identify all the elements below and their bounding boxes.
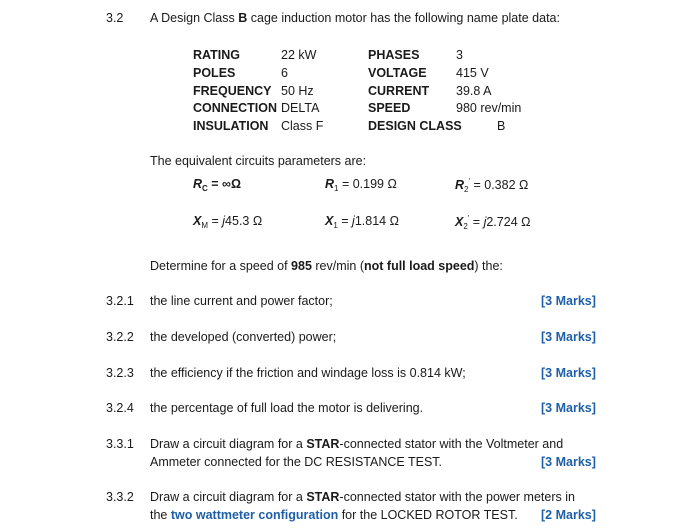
param-r1: [325, 177, 397, 193]
question-3-3-2-line1: [150, 490, 575, 504]
subq-text: the line current and power factor;: [150, 294, 333, 308]
question-3-2-intro: [150, 11, 560, 25]
q332-two-wattmeter: two wattmeter configuration: [170, 508, 339, 522]
param-rc-value: = ∞Ω: [207, 177, 241, 191]
nameplate-label-connection: CONNECTION: [193, 101, 278, 115]
param-x1-j: j: [352, 214, 355, 228]
nameplate-value-phases: 3: [456, 48, 463, 62]
nameplate-label-insulation: INSULATION: [193, 119, 269, 133]
subq-text: the efficiency if the friction and windage loss is 0.814 kW;: [150, 366, 466, 380]
param-xm-eq: =: [208, 214, 223, 228]
param-x2: [455, 214, 530, 231]
param-x2-j: j: [483, 215, 487, 229]
param-x1-eq: =: [337, 214, 353, 228]
determine-not-full-load: not full load speed: [364, 259, 475, 273]
intro-design-class: B: [238, 11, 248, 25]
q332-text-a: Draw a circuit diagram for a: [150, 490, 307, 504]
question-number-3-3-1: 3.3.1: [106, 437, 134, 451]
param-r1-subscript: 1: [334, 184, 339, 193]
determine-d: ) the:: [474, 259, 503, 273]
nameplate-value-voltage: 415 V: [456, 66, 489, 80]
nameplate-value-design-class: B: [497, 119, 506, 133]
nameplate-value-poles: 6: [281, 66, 288, 80]
param-x2-eq: =: [469, 215, 484, 229]
intro-text-a: A Design Class: [150, 11, 239, 25]
q332-line2-a: the: [150, 508, 171, 522]
question-3-3-1-line2: Ammeter connected for the DC RESISTANCE TEST.: [150, 455, 442, 469]
param-x2-symbol: X: [455, 215, 464, 229]
nameplate-label-current: CURRENT: [368, 84, 430, 98]
subq-marks: [3 Marks]: [541, 401, 596, 415]
param-xm-value: 45.3 Ω: [225, 214, 263, 228]
nameplate-label-voltage: VOLTAGE: [368, 66, 427, 80]
param-x2-subscript: 2: [463, 222, 468, 231]
determine-a: Determine for a speed of: [150, 259, 292, 273]
q331-text-a: Draw a circuit diagram for a: [150, 437, 307, 451]
param-x1-value: 1.814 Ω: [354, 214, 399, 228]
q332-line2-b: for the LOCKED ROTOR TEST.: [338, 508, 518, 522]
subq-marks: [3 Marks]: [541, 294, 596, 308]
q331-text-b: -connected stator with the Voltmeter and: [339, 437, 564, 451]
q332-star: STAR: [306, 490, 340, 504]
determine-b: rev/min (: [311, 259, 364, 273]
param-rc-symbol: R: [193, 177, 203, 191]
determine-speed: 985: [291, 259, 312, 273]
nameplate-value-rating: 22 kW: [281, 48, 317, 62]
subq-text: the percentage of full load the motor is delivering.: [150, 401, 424, 415]
param-xm: [193, 214, 262, 230]
param-x1: [325, 214, 399, 230]
nameplate-label-frequency: FREQUENCY: [193, 84, 272, 98]
subq-number: 3.2.3: [106, 366, 134, 380]
question-number-3-3-2: 3.3.2: [106, 490, 134, 504]
q331-marks: [3 Marks]: [541, 455, 596, 469]
param-x1-symbol: X: [325, 214, 334, 228]
param-x1-subscript: 1: [333, 221, 338, 230]
nameplate-label-poles: POLES: [193, 66, 236, 80]
question-3-3-1-line1: [150, 437, 563, 451]
subq-number: 3.2.4: [106, 401, 134, 415]
question-3-3-2-line2: [150, 508, 518, 522]
param-r1-symbol: R: [325, 177, 335, 191]
param-rc-subscript: C: [202, 184, 208, 193]
nameplate-value-frequency: 50 Hz: [281, 84, 314, 98]
subq-marks: [3 Marks]: [541, 330, 596, 344]
param-r2-value: = 0.382 Ω: [470, 178, 529, 192]
subq-marks: [3 Marks]: [541, 366, 596, 380]
subq-text: the developed (converted) power;: [150, 330, 337, 344]
nameplate-label-speed: SPEED: [368, 101, 411, 115]
param-r2-prime: ': [468, 177, 471, 186]
q332-text-b: -connected stator with the power meters in: [339, 490, 575, 504]
circuit-intro: The equivalent circuits parameters are:: [150, 154, 367, 168]
nameplate-value-speed: 980 rev/min: [456, 101, 522, 115]
question-number-3-2: 3.2: [106, 11, 124, 25]
nameplate-value-current: 39.8 A: [456, 84, 492, 98]
param-x2-value: 2.724 Ω: [486, 215, 531, 229]
param-xm-j: j: [222, 214, 226, 228]
param-r2-symbol: R: [455, 178, 465, 192]
param-x2-prime: ': [467, 214, 470, 223]
param-r1-value: = 0.199 Ω: [338, 177, 397, 191]
nameplate-value-insulation: Class F: [281, 119, 324, 133]
nameplate-label-rating: RATING: [193, 48, 240, 62]
subq-number: 3.2.1: [106, 294, 134, 308]
nameplate-label-phases: PHASES: [368, 48, 420, 62]
q331-star: STAR: [306, 437, 340, 451]
determine-statement: [150, 259, 503, 273]
nameplate-label-design-class: DESIGN CLASS: [368, 119, 462, 133]
subq-number: 3.2.2: [106, 330, 134, 344]
param-rc: [193, 177, 241, 193]
param-xm-symbol: X: [193, 214, 202, 228]
nameplate-value-connection: DELTA: [281, 101, 320, 115]
param-r2-subscript: 2: [464, 185, 469, 194]
param-xm-subscript: M: [201, 221, 209, 230]
intro-text-c: cage induction motor has the following name plate data:: [247, 11, 560, 25]
param-r2: [455, 177, 528, 194]
q332-marks: [2 Marks]: [541, 508, 596, 522]
